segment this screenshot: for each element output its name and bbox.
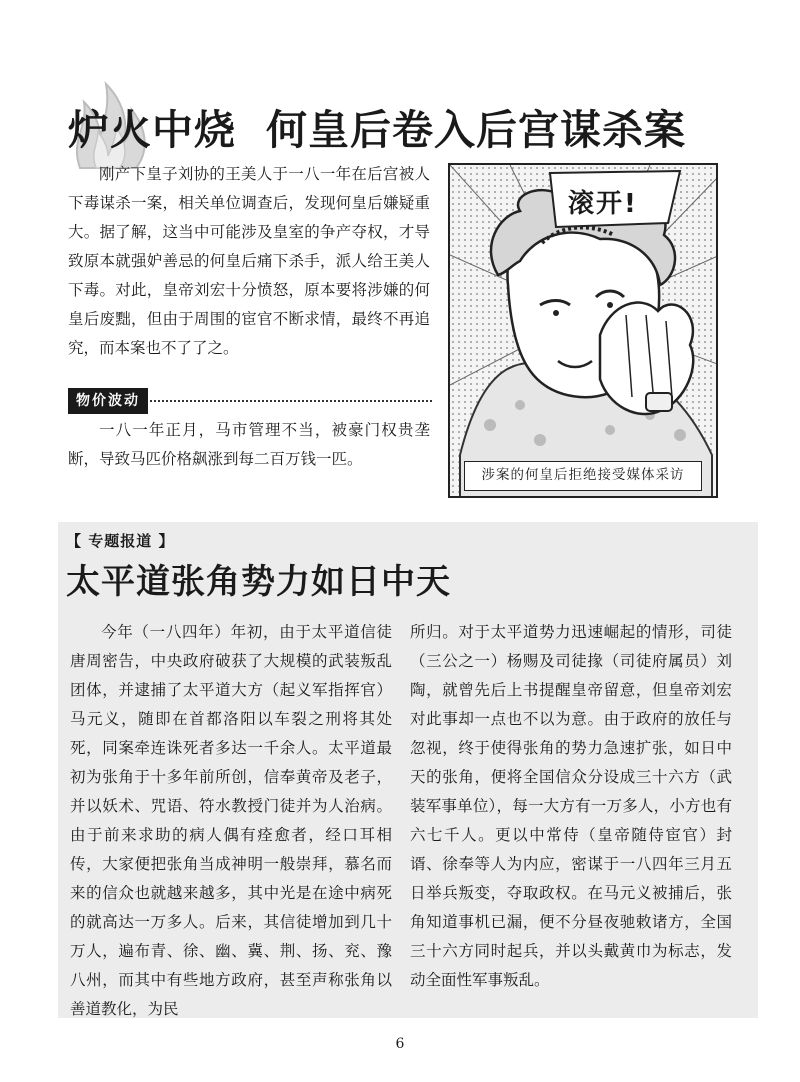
headline-part1: 炉火中烧 (68, 106, 236, 154)
price-news-divider (150, 400, 432, 402)
feature-tag: 【 专题报道 】 (66, 532, 175, 550)
feature-column-1-text: 今年（一八四年）年初，由于太平道信徒唐周密告，中央政府破获了大规模的武装叛乱团体，并逮捕了太平道大方（起义军指挥官）马元义，随即在首都洛阳以车裂之刑将其处死，同案牵连诛死者多达一千余人。太平道最初为张角于十多年前所创，信奉黄帝及老子，并以妖术、咒语、符水教授门徒并为人治病。由于前来求助的病人偶有痊愈者，经口耳相传，大家便把张角当成神明一般崇拜，慕名而来的信众也就越来越多，其中光是在途中病死的就高达一万多人。后来，其信徒增加到几十万人，遍布青、徐、幽、冀、荆、扬、兖、豫八州，而其中有些地方政府，甚至声称张角以善道教化，为民 (70, 623, 392, 1018)
comic-illustration (448, 163, 718, 498)
comic-caption: 涉案的何皇后拒绝接受媒体采访 (464, 461, 702, 491)
feature-report-panel (58, 522, 758, 1018)
article-headline (68, 100, 768, 160)
article-body-text: 刚产下皇子刘协的王美人于一八一年在后宫被人下毒谋杀一案，相关单位调查后，发现何皇后嫌疑重大。据了解，这当中可能涉及皇室的争产夺权，才导致原本就强妒善忌的何皇后痛下杀手，派人给王美人下毒。对此，皇帝刘宏十分愤怒，原本要将涉嫌的何皇后废黜，但由于周围的宦官不断求情，最终不再追究，而本案也不了了之。 (68, 165, 430, 357)
feature-title: 太平道张角势力如日中天 (66, 562, 451, 602)
price-news-label: 物价波动 (68, 388, 148, 414)
page-number: 6 (395, 1036, 405, 1052)
feature-column-2-text: 所归。对于太平道势力迅速崛起的情形，司徒（三公之一）杨赐及司徒掾（司徒府属员）刘陶，就曾先后上书提醒皇帝留意，但皇帝刘宏对此事却一点也不以为意。由于政府的放任与忽视，终于使得张角的势力急速扩张，如日中天的张角，便将全国信众分设成三十六方（武装军事单位），每一大方有一万多人，小方也有六七千人。更以中常侍（皇帝随侍宦官）封谞、徐奉等人为内应，密谋于一八四年三月五日举兵叛变，夺取政权。在马元义被捕后，张角知道事机已漏，便不分昼夜驰敕诸方，全国三十六方同时起兵，并以头戴黄巾为标志，发动全面性军事叛乱。 (410, 623, 732, 989)
feature-column-2 (410, 618, 732, 995)
comic-speech-bubble: 滚开! (568, 189, 638, 219)
price-news-body (68, 416, 430, 474)
headline-part2: 何皇后卷入后宫谋杀案 (266, 106, 686, 154)
feature-column-1 (70, 618, 392, 1024)
price-news-text: 一八一年正月，马市管理不当，被豪门权贵垄断，导致马匹价格飙涨到每二百万钱一匹。 (68, 421, 430, 468)
article-body (68, 160, 430, 363)
